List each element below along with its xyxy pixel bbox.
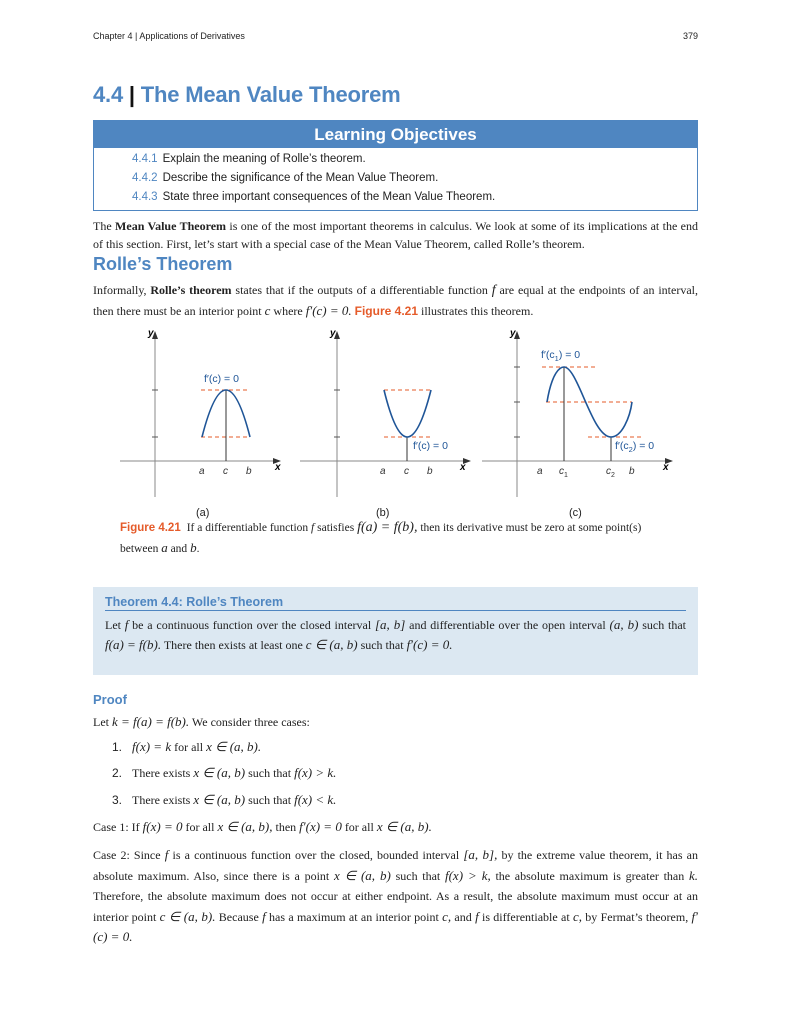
objective-item — [132, 188, 697, 207]
section-number: 4.4 — [93, 82, 123, 107]
ann2-end: ) = 0 — [632, 440, 655, 452]
math: f(x) = 0 — [142, 819, 183, 834]
section-separator: | — [128, 82, 135, 107]
panel-c — [482, 328, 672, 497]
text: then its derivative must be zero at some point(s) between — [120, 522, 642, 555]
text: and differentiable over the open interval — [405, 618, 610, 632]
figure-caption — [120, 518, 680, 559]
tick-c1-base: c — [559, 466, 564, 477]
chapter-title: Chapter 4 | Applications of Derivatives — [93, 31, 245, 41]
math: x ∈ (a, b) — [193, 792, 246, 807]
panel-label-b: (b) — [376, 507, 390, 519]
objective-number: 4.4.1 — [132, 153, 158, 165]
theorem-body — [105, 615, 686, 655]
case-list-item — [112, 739, 261, 755]
caption-label: Figure 4.21 — [120, 522, 181, 534]
ann2-sub: 2 — [628, 445, 633, 454]
math: [a, b], — [463, 847, 498, 862]
math-open-interval: (a, b) — [609, 617, 639, 632]
proof-intro — [93, 713, 698, 731]
tick-a: a — [537, 466, 543, 477]
math: f(x) < k. — [294, 792, 337, 807]
text: for all — [341, 820, 377, 834]
panel-label-c: (c) — [569, 507, 582, 519]
list-number: 3. — [112, 793, 123, 807]
figure-4-21 — [110, 322, 690, 522]
math-c-in-interval: c ∈ (a, b) — [305, 637, 358, 652]
tick-c2 — [606, 466, 615, 479]
objective-number: 4.4.3 — [132, 191, 158, 203]
math-fa-eq-fb: f(a) = f(b). — [105, 637, 162, 652]
case-2-paragraph — [93, 845, 698, 948]
text: by the extreme value theorem, it has an absolute maximum. Also, since there is a point — [93, 848, 698, 883]
tick-c2-sub: 2 — [611, 472, 615, 479]
math: c ∈ (a, b). — [159, 908, 216, 924]
text: are equal at the endpoints of an interval, then there must be an interior point — [93, 283, 698, 318]
page-number: 379 — [682, 31, 698, 41]
math: f′(x) = 0 — [299, 819, 342, 834]
text: by Fermat’s theorem, — [582, 909, 692, 924]
panel-b — [300, 328, 470, 497]
tick-c: c — [223, 466, 228, 477]
math-conclusion: f′(c) = 0. — [406, 637, 453, 652]
math-f: f — [311, 522, 315, 534]
text: is a continuous function over the closed, bounded interval — [168, 848, 464, 862]
math: x ∈ (a, b) — [333, 867, 391, 883]
math-f: f — [491, 283, 496, 298]
list-number: 2. — [112, 766, 123, 780]
annotation-fprime-c: f′(c) = 0 — [204, 373, 239, 385]
panel-label-a: (a) — [196, 507, 210, 519]
objective-item — [132, 150, 697, 169]
math: x ∈ (a, b). — [376, 819, 432, 834]
case-list-item — [112, 792, 336, 808]
text: be a continuous function over the closed interval — [128, 618, 375, 632]
math-a: a — [161, 540, 168, 555]
curve-min — [384, 390, 431, 437]
text: Case 2: Since — [93, 848, 165, 862]
x-label: x — [460, 462, 466, 473]
panel-a — [120, 328, 281, 497]
math: f — [262, 908, 266, 924]
text: Informally, — [93, 283, 151, 297]
math: k. — [688, 867, 699, 883]
proof-heading: Proof — [93, 692, 127, 707]
text: There exists — [132, 766, 194, 780]
tick-c1 — [559, 466, 568, 479]
section-title — [93, 82, 400, 108]
math: c, — [572, 908, 582, 924]
text: such that — [357, 638, 407, 652]
math-closed-interval: [a, b] — [374, 617, 406, 632]
text: states that if the outputs of a differentiable function — [231, 283, 492, 297]
y-label: y — [510, 328, 516, 339]
text: If a differentiable function — [186, 522, 312, 534]
text: We consider three cases: — [189, 715, 310, 729]
text: satisfies — [314, 522, 358, 534]
learning-objectives-box — [93, 120, 698, 211]
math: f(x) > k, — [444, 867, 491, 883]
text: the absolute maximum is greater than — [490, 868, 689, 883]
math: f — [475, 908, 479, 924]
annotation-fprime-c1 — [541, 349, 580, 363]
math: c, — [442, 908, 452, 924]
text: Let — [93, 715, 112, 729]
running-head — [93, 31, 698, 41]
math-b: b — [190, 540, 197, 555]
text: has a maximum at an interior point — [265, 909, 443, 924]
text: for all — [182, 820, 218, 834]
case-list-item — [112, 765, 336, 781]
math-derivative-zero: f′(c) = 0. — [305, 303, 352, 318]
case-1-paragraph — [93, 818, 698, 836]
text: and — [167, 543, 191, 555]
learning-objectives-list — [94, 148, 697, 210]
tick-b: b — [246, 466, 252, 477]
tick-a: a — [199, 466, 205, 477]
text: such that — [390, 868, 445, 883]
y-label: y — [330, 328, 336, 339]
x-label: x — [663, 462, 669, 473]
annotation-fprime-c2 — [615, 440, 654, 454]
objective-text: State three important consequences of the Mean Value Theorem. — [162, 191, 496, 203]
text: Case 1: If — [93, 820, 143, 834]
math-fa-eq-fb: f(a) = f(b), — [357, 520, 418, 535]
math-c: c — [264, 303, 271, 318]
math: f — [164, 847, 169, 862]
figure-graphs — [110, 322, 690, 507]
ann1-base: f′(c — [541, 349, 555, 361]
text: and — [451, 909, 476, 924]
text: Therefore, the absolute maximum does not occur at either endpoint. As a result, the absolute maximum must occur at an interior point — [93, 889, 698, 924]
text: such that — [245, 793, 295, 807]
rolle-heading: Rolle’s Theorem — [93, 254, 233, 274]
objective-text: Describe the significance of the Mean Value Theorem. — [162, 172, 439, 184]
tick-c: c — [404, 466, 409, 477]
term-rolles-theorem: Rolle’s theorem — [150, 283, 232, 297]
ann2-base: f′(c — [615, 440, 629, 452]
objective-item — [132, 169, 697, 188]
tick-b: b — [629, 466, 635, 477]
math: f(x) > k. — [294, 765, 337, 780]
term-mean-value-theorem: Mean Value Theorem — [115, 219, 227, 233]
math-f: f — [124, 617, 129, 632]
tick-c2-base: c — [606, 466, 611, 477]
theorem-title: Theorem 4.4: Rolle’s Theorem — [105, 595, 686, 611]
text: Because — [215, 909, 263, 924]
tick-c1-sub: 1 — [564, 472, 568, 479]
text: illustrates this theorem. — [418, 304, 534, 318]
text: then — [272, 820, 300, 834]
math-k-def: k = f(a) = f(b). — [112, 714, 190, 729]
text: where — [270, 304, 306, 318]
text: Let — [105, 618, 125, 632]
objective-text: Explain the meaning of Rolle’s theorem. — [162, 153, 366, 165]
y-label: y — [148, 328, 154, 339]
tick-a: a — [380, 466, 386, 477]
objective-number: 4.4.2 — [132, 172, 158, 184]
text: There exists — [132, 793, 194, 807]
tick-b: b — [427, 466, 433, 477]
section-name: The Mean Value Theorem — [140, 82, 401, 107]
math: x ∈ (a, b). — [206, 739, 262, 754]
text: for all — [171, 740, 207, 754]
text: is differentiable at — [478, 909, 573, 924]
text: such that — [638, 618, 686, 632]
math: f(x) = k — [132, 739, 172, 754]
text: such that — [245, 766, 295, 780]
rolle-paragraph — [93, 280, 698, 321]
text: The — [93, 219, 116, 233]
math: x ∈ (a, b), — [217, 819, 273, 834]
math: x ∈ (a, b) — [193, 765, 246, 780]
theorem-box — [93, 587, 698, 675]
ann1-end: ) = 0 — [558, 349, 581, 361]
figure-link[interactable]: Figure 4.21 — [354, 304, 418, 318]
list-number: 1. — [112, 740, 123, 754]
text: . — [196, 543, 200, 555]
math: f′(c) = 0. — [93, 908, 698, 944]
text: There then exists at least one — [161, 638, 306, 652]
learning-objectives-heading: Learning Objectives — [94, 121, 697, 148]
text: is one of the most important theorems in calculus. We look at some of its implications at the end of this section. First, let’s start with a special case of the Mean Value Theorem, called Rolle’s theorem. — [93, 219, 699, 251]
annotation-fprime-c: f′(c) = 0 — [413, 440, 448, 452]
intro-paragraph — [93, 217, 698, 253]
x-label: x — [275, 462, 281, 473]
ann1-sub: 1 — [554, 354, 559, 363]
